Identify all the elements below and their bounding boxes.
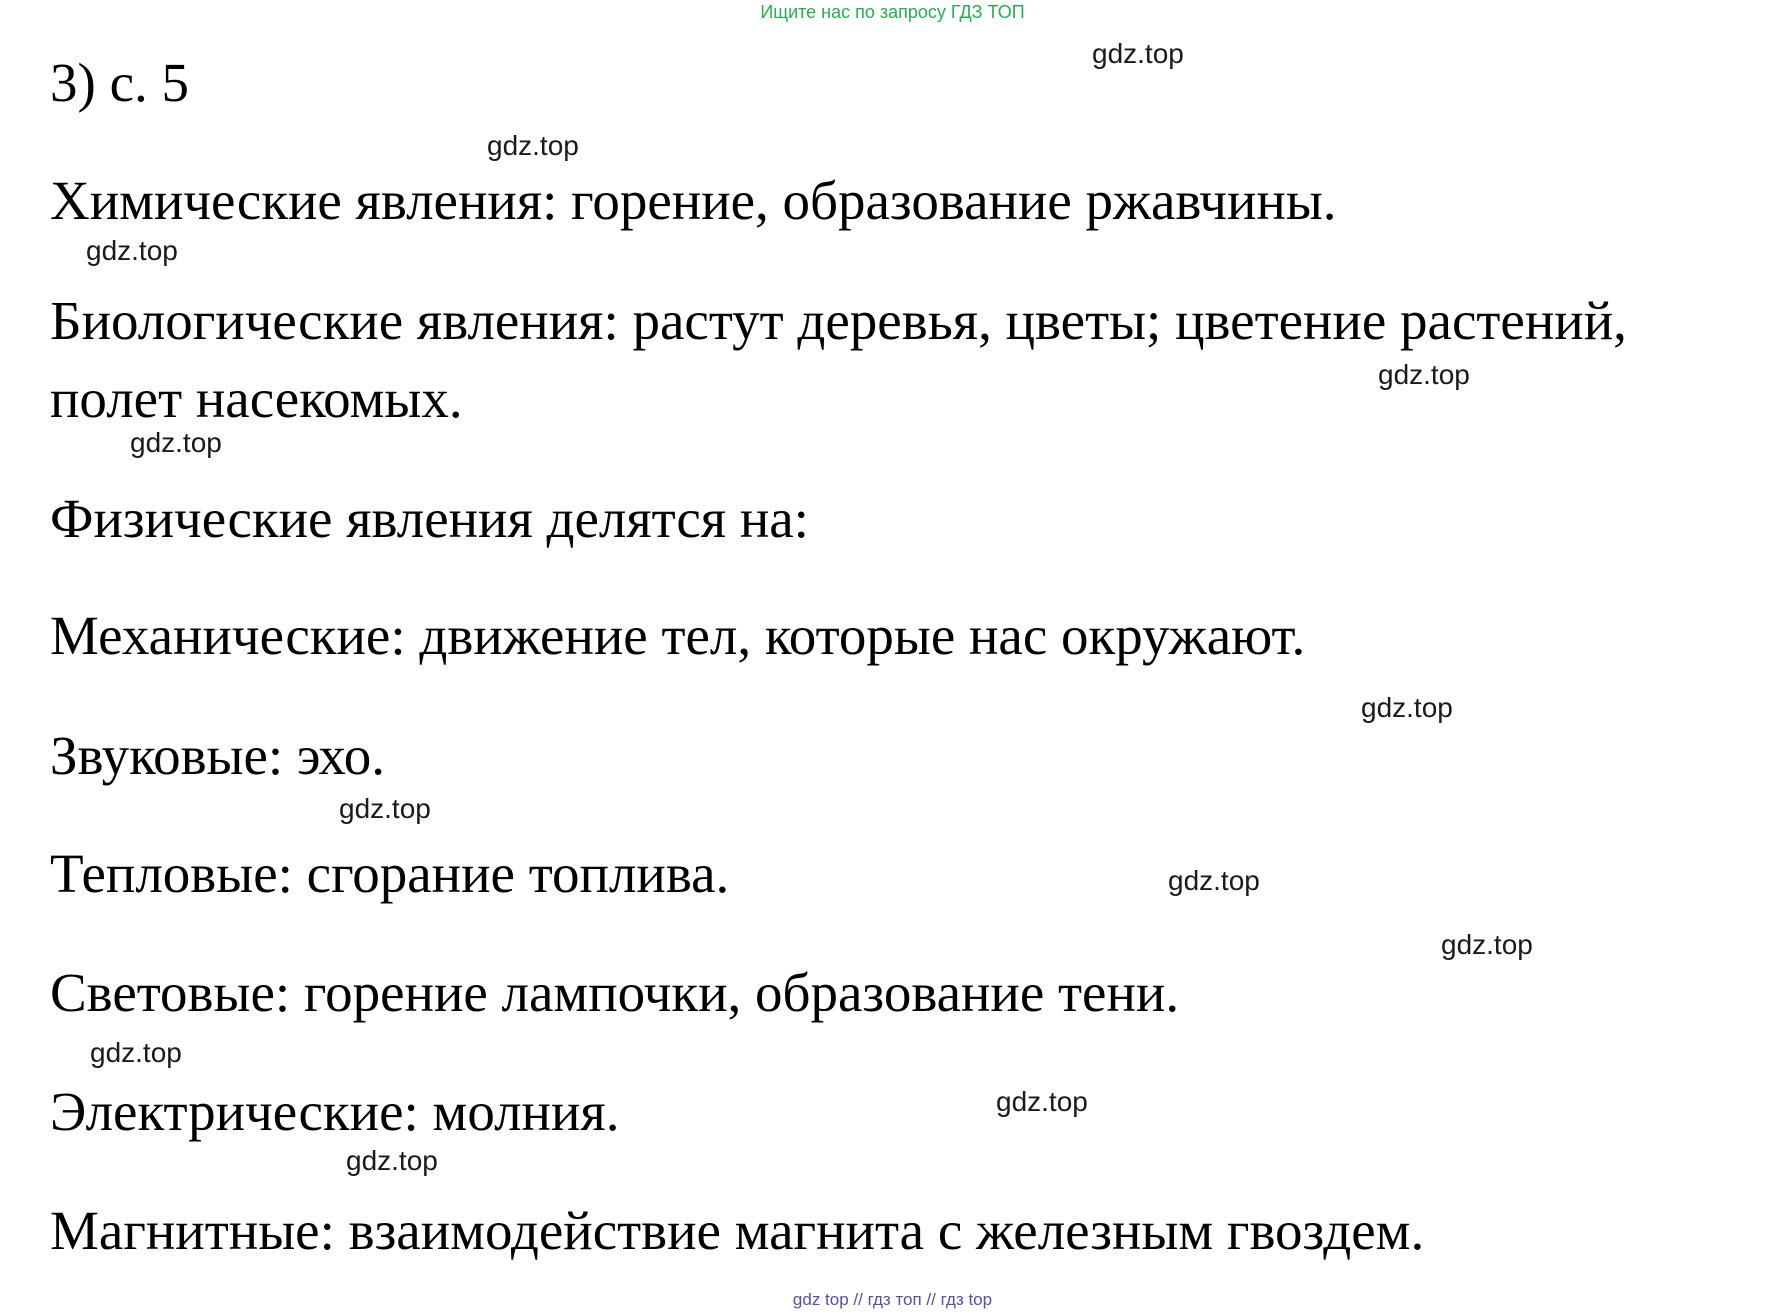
watermark: gdz.top (1361, 692, 1453, 723)
watermark: gdz.top (346, 1145, 438, 1176)
watermark: gdz.top (130, 427, 222, 458)
watermark: gdz.top (339, 793, 431, 824)
top-banner: Ищите нас по запросу ГДЗ ТОП (760, 2, 1025, 22)
text-line-biological: Биологические явления: растут деревья, цветы; цветение растений, (50, 290, 1627, 351)
text-line-physical: Физические явления делятся на: (50, 488, 809, 549)
watermark: gdz.top (86, 235, 178, 266)
exercise-heading: 3) с. 5 (50, 52, 189, 113)
text-line-thermal: Тепловые: сгорание топлива. (50, 843, 730, 904)
watermark: gdz.top (1378, 359, 1470, 390)
text-line-chemical: Химические явления: горение, образование ржавчины. (50, 170, 1337, 231)
footer-watermark: gdz top // гдз топ // гдз top (792, 1290, 993, 1309)
watermark: gdz.top (1168, 865, 1260, 896)
watermark: gdz.top (996, 1086, 1088, 1117)
text-line-biological-cont: полет насекомых. (50, 368, 463, 429)
text-line-electrical: Электрические: молния. (50, 1081, 620, 1142)
watermark: gdz.top (1441, 929, 1533, 960)
text-line-light: Световые: горение лампочки, образование тени. (50, 962, 1180, 1023)
watermark: gdz.top (90, 1037, 182, 1068)
text-line-magnetic: Магнитные: взаимодействие магнита с железным гвоздем. (50, 1200, 1425, 1261)
watermark: gdz.top (1092, 38, 1184, 69)
text-line-mechanical: Механические: движение тел, которые нас окружают. (50, 605, 1306, 666)
text-line-sound: Звуковые: эхо. (50, 725, 386, 786)
watermark: gdz.top (487, 130, 579, 161)
